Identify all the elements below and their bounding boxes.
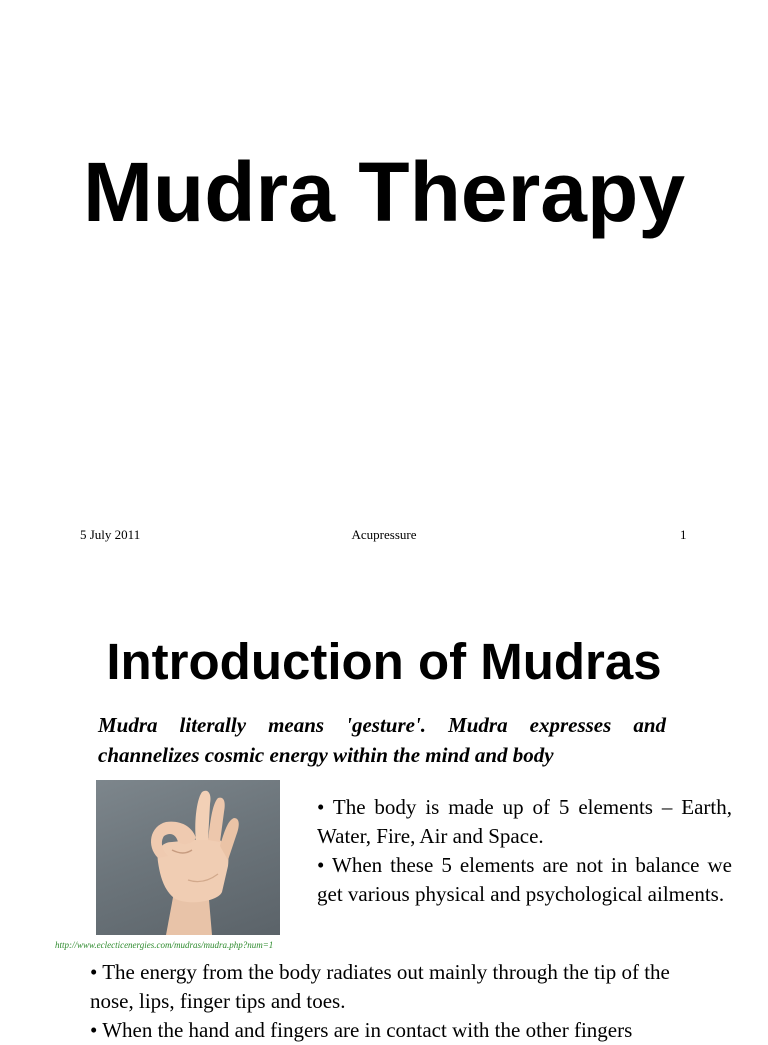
list-item: • When these 5 elements are not in balance we get various physical and psychological ailments. xyxy=(317,853,732,906)
list-item: • The body is made up of 5 elements – Earth, Water, Fire, Air and Space. xyxy=(317,795,732,848)
hand-icon xyxy=(96,780,280,935)
page-number: 1 xyxy=(680,527,687,542)
footer-topic: Acupressure xyxy=(351,527,417,542)
image-credit-link[interactable]: http://www.eclecticenergies.com/mudras/mudra.php?num=1 xyxy=(55,940,274,950)
hand-mudra-photo xyxy=(96,780,280,935)
slide-subtitle: Mudra literally means 'gesture'. Mudra expresses and channelizes cosmic energy within the mind and body xyxy=(98,713,666,767)
slide-2 xyxy=(0,570,768,1042)
list-item: • The energy from the body radiates out mainly through the tip of the nose, lips, finger tips and toes. xyxy=(90,960,670,1013)
list-item: • When the hand and fingers are in contact with the other fingers xyxy=(90,1018,633,1042)
bullet-list-bottom xyxy=(90,958,710,1045)
footer-date: 5 July 2011 xyxy=(80,527,141,542)
slide-title: Mudra Therapy xyxy=(82,145,686,239)
slide-title: Introduction of Mudras xyxy=(106,633,662,690)
bullet-list-right xyxy=(317,793,732,909)
